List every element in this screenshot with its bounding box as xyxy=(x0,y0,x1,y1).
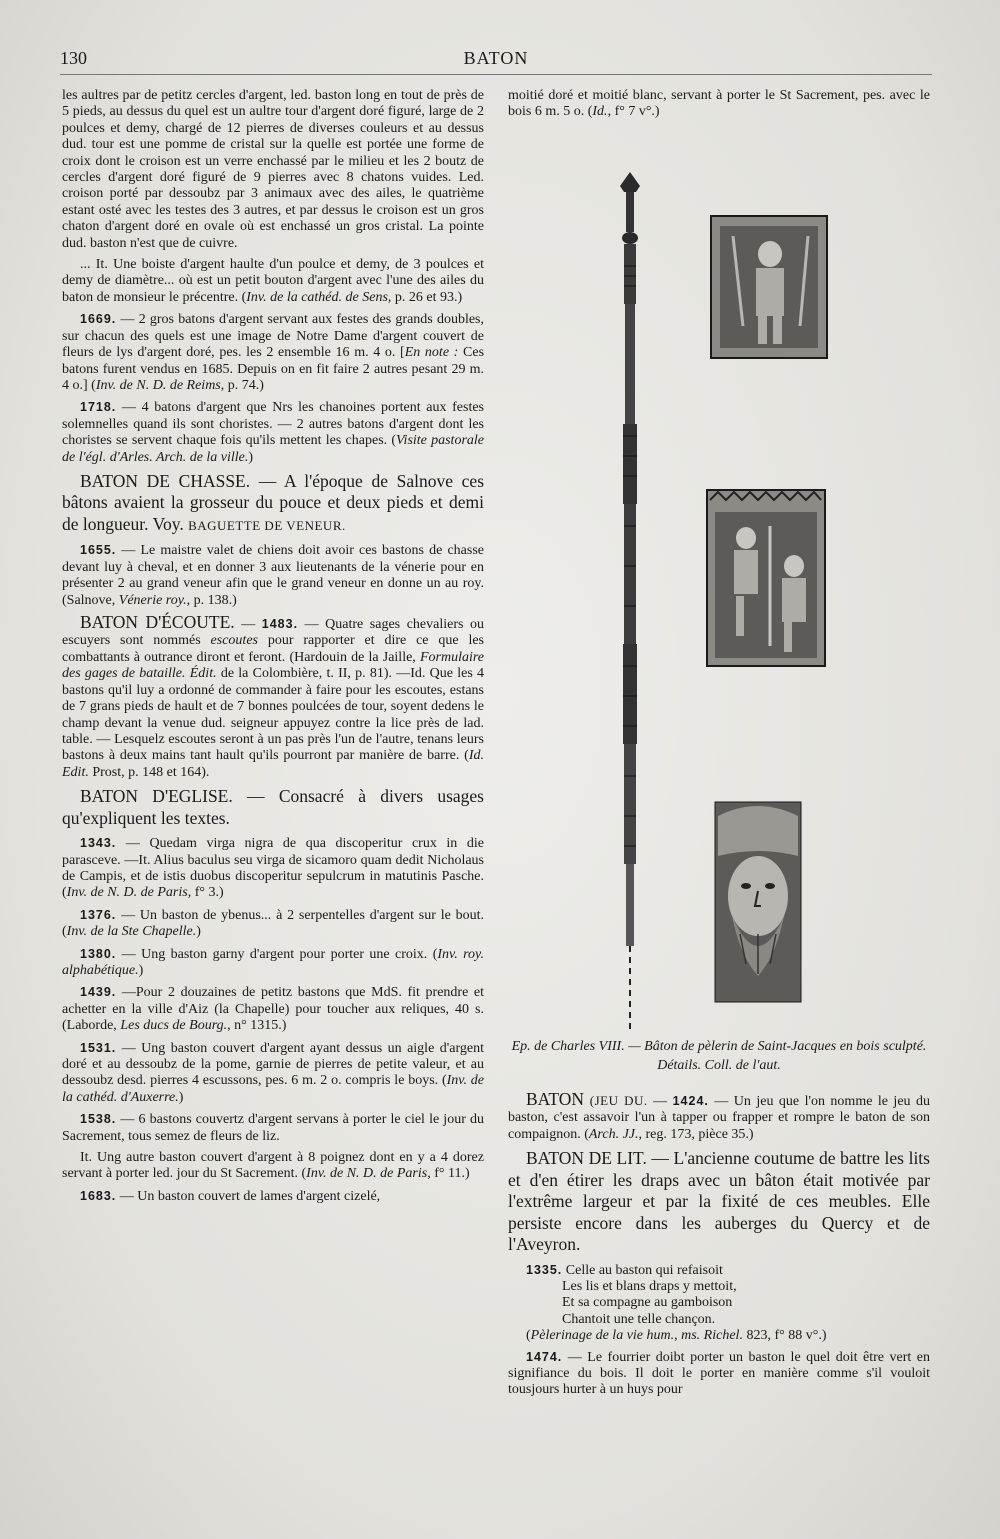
entry-year: 1343. xyxy=(80,836,117,851)
left-column xyxy=(62,88,484,1210)
carved-panel-middle xyxy=(707,490,825,666)
entry-1380: 1380. — Ung baston garny d'argent pour porter une croix. (Inv. roy. alphabétique.) xyxy=(62,946,484,978)
article-baton-jeu-du: BATON (JEU DU. — 1424. — Un jeu que l'on nomme le jeu du baston, c'est assavoir l'un à tapper ou frapper et rompre le baton de son compaignon. (Arch. JJ., reg. 173, pièce 35.) xyxy=(508,1088,930,1142)
page-header xyxy=(60,48,932,75)
entry-year: 1538. xyxy=(80,1112,117,1127)
entry-year: 1655. xyxy=(80,543,117,558)
verse-line: Chantoit une telle chançon. xyxy=(562,1311,716,1327)
headword: BATON xyxy=(526,1088,585,1109)
verse-citation: (Pèlerinage de la vie hum., ms. Richel. 823, f° 88 v°.) xyxy=(526,1328,827,1344)
citation: Inv. de N. D. de Paris xyxy=(66,885,188,901)
citation: Inv. de la cathéd. d'Auxerre. xyxy=(62,1073,484,1105)
entry-year: 1380. xyxy=(80,946,117,961)
entry-1538: 1538. — 6 bastons couvertz d'argent servans à porter le ciel le jour du Sacrement, tous semez de fleurs de liz. xyxy=(62,1112,484,1144)
entry-1439: 1439. —Pour 2 douzaines de petitz bastons que MdS. fit prendre et achetter en la ville d'Aiz (la Chapelle) pour toucher aux reliques, 40 s. (Laborde, Les ducs de Bourg., n° 1315.) xyxy=(62,985,484,1034)
entry-1683: 1683. — Un baston couvert de lames d'argent cizelé, xyxy=(80,1188,381,1204)
headword: BATON DE CHASSE. xyxy=(80,470,251,491)
cross-reference: BAGUETTE DE VENEUR. xyxy=(188,517,346,533)
entry-1474: 1474. — Le fourrier doibt porter un baston le quel doit être vert en signifiance du bois. Il doit le porter en manière comme s'il vouloit tousjours hurter à un huys pour xyxy=(508,1349,930,1398)
article-baton-de-chasse: BATON DE CHASSE. — A l'époque de Salnove ces bâtons avaient la grosseur du pouce et deux pieds et demi de longueur. Voy. BAGUETTE DE VENEUR. xyxy=(62,470,485,534)
entry-1376: 1376. — Un baston de ybenus... à 2 serpentelles d'argent sur le bout. (Inv. de la Ste Chapelle.) xyxy=(62,907,484,940)
headword: BATON DE LIT. xyxy=(526,1148,647,1169)
citation: Visite pastorale de l'égl. d'Arles. Arch. de la ville. xyxy=(62,433,485,465)
article-baton-de-lit: BATON DE LIT. — L'ancienne coutume de battre les lits et d'en étirer les draps avec un bâton était motivée par l'extrême largeur et par la fixité de ces meubles. Elle persiste encore dans les auberges du Quercy et de l'Aveyron. xyxy=(508,1148,930,1255)
verse-line: Les lis et blans draps y mettoit, xyxy=(562,1278,737,1294)
citation: Inv. de N. D. de Reims xyxy=(95,377,221,393)
entry-year: 1474. xyxy=(526,1349,563,1364)
entry-1655: 1655. — Le maistre valet de chiens doit avoir ces bastons de chasse devant luy à cheval, et en donner 3 aux lieutenants de la vénerie pour en présenter 2 au grand veneur afin que le grand veneur en donne un au roy. (Salnove, Vénerie roy., p. 138.) xyxy=(62,543,484,608)
citation: Id. xyxy=(592,104,608,120)
article-baton-d-eglise: BATON D'EGLISE. — Consacré à divers usages qu'expliquent les textes. xyxy=(62,786,484,828)
figure-caption: Ep. de Charles VIII. — Bâton de pèlerin de Saint-Jacques en bois sculpté. Détails. Coll. de l'aut. xyxy=(511,1038,927,1073)
entry-year: 1483. xyxy=(261,617,299,632)
article-baton-d-ecoute: BATON D'ÉCOUTE. — 1483. — Quatre sages chevaliers ou escuyers sont nommés escoutes pour rapporter et dire ce que les combattants à outrance diront et feront. (Hardouin de la Jaille, Formulaire des gages de bataille. Édit. de la Colombière, t. II, p. 81). —Id. Que les 4 bastons qu'il luy a ordonné de commander à faire pour les escoutes, estans de 7 grans pieds de hault et de 7 bonnes poulcées de tour, soyent dedens le champ devant la venue dud. seigneur appuyez contre la lice près de lad. table. — Lesquelz escoutes seront à un pas près l'un de l'autre, tenans leurs bastons à deux mains tant hault qu'ils pourront par manière de barre. (Id. Edit. Prost, p. 148 et 164). xyxy=(62,612,484,780)
citation: Inv. de la Ste Chapelle. xyxy=(66,924,197,940)
citation: Formulaire des gages de bataille. Édit. xyxy=(62,649,484,682)
citation: Vénerie roy. xyxy=(118,592,187,608)
entry-1669: 1669. — 2 gros batons d'argent servant aux festes des grands doubles, sur chacun des quels est une image de Notre Dame d'argent couvert de fleurs de lys d'argent doré, pes. les 2 ensemble 16 m. 4 o. [En note : Ces batons furent vendus en 1685. Depuis on en fit faire 2 autres pesant 29 m. 4 o.] (Inv. de N. D. de Reims, p. 74.) xyxy=(62,312,485,393)
entry-year: 1718. xyxy=(80,400,117,415)
entry-year: 1683. xyxy=(80,1188,117,1203)
paragraph-sens-continued: les aultres par de petitz cercles d'argent, led. baston long en tout de près de 5 pieds, au dessus du quel est un aultre tour d'argent doré figuré, large de 2 poulces et demy, chargé de 12 pierres de diverses couleurs et au dessus dud. tour est une pomme de cristal sur la quelle est portée une forme de croix dont le croison est un verre enchassé par le milieu et les 2 boutz de cercles d'argent doré figuré de 9 pierres avec 8 chatons vuides. Led. croison porté par dessoubz par 3 animaux avec des ailes, le quatrième estant osté avec les testes des 3 autres, et par dessus le croison est un gros chaton d'argent doré en ovale où est enchassé un gros cristal. La pointe dud. baston n'est que de cuivre. xyxy=(62,88,484,251)
entry-year: 1376. xyxy=(80,907,117,922)
illustration-pilgrim-staff xyxy=(508,126,930,1031)
carved-face-detail xyxy=(715,802,801,1002)
entry-1343: 1343. — Quedam virga nigra de qua discoperitur crux in die parasceve. —It. Alius baculus seu virga de sicamoro quam dedit Nicholaus de Campis, et de istis duobus discoperitur sepulcrum in matutinis Pasche. (Inv. de N. D. de Paris, f° 3.) xyxy=(62,836,484,901)
running-head: BATON xyxy=(463,48,529,68)
verse-1335 xyxy=(508,1262,930,1345)
citation: Inv. de la cathéd. de Sens xyxy=(246,289,388,305)
page-number: 130 xyxy=(60,48,87,68)
paragraph-boiste: ... It. Une boiste d'argent haulte d'un poulce et demy, de 3 poulces et demy de diamètre... où est un petit bouton d'argent avec l'une des ailes du baton de monsieur le précentre. (Inv. de la cathéd. de Sens, p. 26 et 93.) xyxy=(62,257,484,305)
engraving xyxy=(508,126,930,1031)
entry-1683-continued: moitié doré et moitié blanc, servant à porter le St Sacrement, pes. avec le bois 6 m. 5 o. (Id., f° 7 v°.) xyxy=(508,88,930,120)
headword: BATON D'EGLISE. xyxy=(80,786,233,807)
verse-line: Et sa compagne au gamboison xyxy=(562,1295,733,1311)
entry-year: 1439. xyxy=(80,985,117,1000)
staff-engraving xyxy=(620,172,640,1031)
entry-1718: 1718. — 4 batons d'argent que Nrs les chanoines portent aux festes solemnelles quand ils sont choristes. — 2 autres batons d'argent dont les choristes se servent chaque fois qu'ils mettent les chapes. (Visite pastorale de l'égl. d'Arles. Arch. de la ville.) xyxy=(62,400,485,465)
entry-1538-continued: It. Ung autre baston couvert d'argent à 8 poignez dont en y a 4 dorez servant à porter led. jour du St Sacrement. (Inv. de N. D. de Paris, f° 11.) xyxy=(62,1150,484,1182)
verse-line: 1335. Celle au baston qui refaisoit xyxy=(508,1262,930,1279)
right-column xyxy=(508,88,930,1404)
citation: Les ducs de Bourg. xyxy=(120,1018,228,1034)
citation: Inv. roy. alphabétique. xyxy=(62,946,484,978)
citation: Arch. JJ. xyxy=(588,1126,639,1142)
citation: Inv. de N. D. de Paris xyxy=(306,1166,428,1182)
entry-year: 1335. xyxy=(526,1262,563,1277)
entry-year: 1669. xyxy=(80,312,117,327)
entry-1531: 1531. — Ung baston couvert d'argent ayant dessus un aigle d'argent doré et au dessoubz de la pome, garnie de pierres de petite valeur, et au dessoubz desd. pierres 4 escussons, pes. 6 m. 2 o. compris le boys. (Inv. de la cathéd. d'Auxerre.) xyxy=(62,1040,484,1105)
citation: Id. Edit. xyxy=(62,748,484,780)
entry-year: 1531. xyxy=(80,1040,117,1055)
entry-year: 1424. xyxy=(672,1093,709,1108)
headword: BATON D'ÉCOUTE. xyxy=(80,612,235,633)
carved-panel-top xyxy=(711,216,827,358)
